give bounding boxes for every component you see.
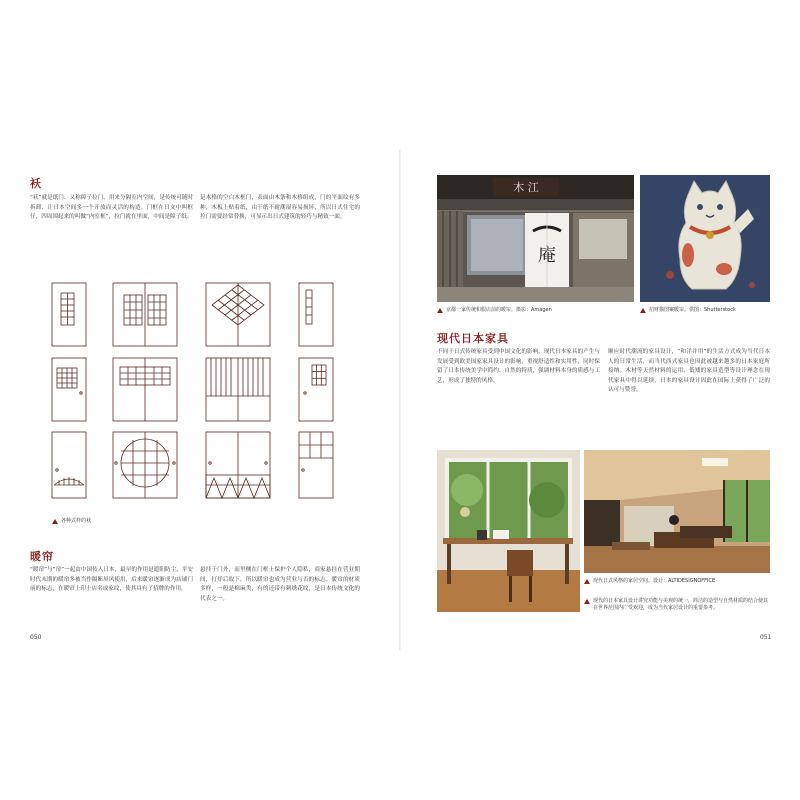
fusuma-text-col1: “袄”就是纸门、又称障子拉门、用来分隔室内空间，是传统可随时拆卸、让日本空间多一个开放而灵活的构造。门框在日文中叫框仔，四周围起来的叫做“内室框”，拉门就在里面，中间是障子纸。	[30, 195, 193, 221]
living-space-photo	[584, 450, 770, 573]
triangle-marker-icon	[640, 308, 646, 313]
door-2-4	[299, 358, 333, 421]
cat-photo-caption: 招财猫图案暖帘。供图：Shutterstock	[640, 307, 770, 314]
noren-text-col2: 悬挂于门外，而里侧在门框上保护个人隐私，商家悬挂在营业期间，打烊后取下，所以暖帘也成为营业与否的标志。暖帘的材质多样，一般是棉麻类，有的还带有刺绣花纹，是日本传统文化的代表之一。	[200, 567, 360, 602]
triangle-marker-icon	[437, 308, 443, 313]
door-1-3	[206, 283, 270, 346]
door-3-1	[52, 432, 86, 498]
door-1-1	[52, 283, 86, 346]
shop-photo-caption: 京都一家传统和服店前的暖帘。摄影：Amagen	[437, 307, 634, 314]
section-title-fusuma: 袄	[30, 177, 42, 190]
fusuma-text-col2: 是木格的空白木框门，表面由木条和木格组成，门的平面纹有多种，木板上贴着纸，由于纸不耐潮湿容易损坏，所以日式住宅的拉门需要经常替换，可显示出日式建筑的轻巧与精致一面。	[200, 195, 360, 221]
triangle-marker-icon	[584, 579, 590, 584]
page-number-right: 051	[760, 634, 772, 641]
door-2-2	[113, 358, 177, 421]
triangle-marker-icon	[52, 519, 58, 524]
door-1-4	[299, 283, 333, 346]
section-title-modern-furniture: 现代日本家具	[437, 332, 509, 345]
door-2-3	[206, 358, 270, 421]
svg-text:庵: 庵	[538, 245, 556, 266]
page-number-left: 050	[30, 634, 42, 641]
fusuma-diagram-caption: 各种式样的袄	[52, 518, 172, 525]
door-1-2	[113, 283, 177, 346]
door-3-3	[206, 432, 270, 498]
noren-text-col1: “暖帘”与“帘”一起由中国传入日本，最早的作用是遮阳防尘，平安时代末期的暖帘多被当作隔断屏风使用，后来暖帘逐渐成为店铺门前的标志，在暖帘上印上店名或家纹，使其具有了招牌的作用。	[30, 567, 193, 593]
svg-text:木 江: 木 江	[513, 181, 539, 194]
desk-interior-photo	[437, 450, 580, 612]
fusuma-diagram	[44, 275, 344, 510]
door-3-4	[299, 432, 333, 498]
lucky-cat-noren-photo	[640, 175, 770, 302]
shop-noren-photo	[437, 175, 634, 302]
door-3-2	[113, 432, 177, 498]
modern-furniture-col1: 不同于日式传统家具受到中国文化的影响，现代日本家具的产生与发展受到欧美国家家具设计的影响，重视舒适性和实用性，同时保留了日本传统美学中简约、自然的特质，强调材料本身的质感与工艺，形成了独特的风格。	[437, 349, 600, 384]
page-gutter	[399, 150, 401, 650]
living-photo-caption: 现代日式风格的家居空间。设计：ALTIDESIGNOFFICE	[584, 578, 770, 585]
door-2-1	[52, 358, 86, 421]
triangle-marker-icon	[584, 599, 590, 604]
section-title-noren: 暖帘	[30, 550, 54, 563]
modern-furniture-col2: 顺应时代潮流的家具设计，“和洋并用”的生活方式成为当代日本人的日常生活，而当代西式家具也因此被越来越多的日本家庭所接纳。木材等天然材料的运用、低矮的家具造型等设计理念在现代家具中得以延续，日本的家具设计因此在国际上获得了广泛的认可与赞誉。	[608, 349, 770, 394]
modern-furniture-note: 现代的日本家具设计讲究功能与美观的统一，简洁的造型与自然材质的结合使其在世界范围内广受欢迎，成为当代家居设计的重要参考。	[584, 598, 770, 612]
